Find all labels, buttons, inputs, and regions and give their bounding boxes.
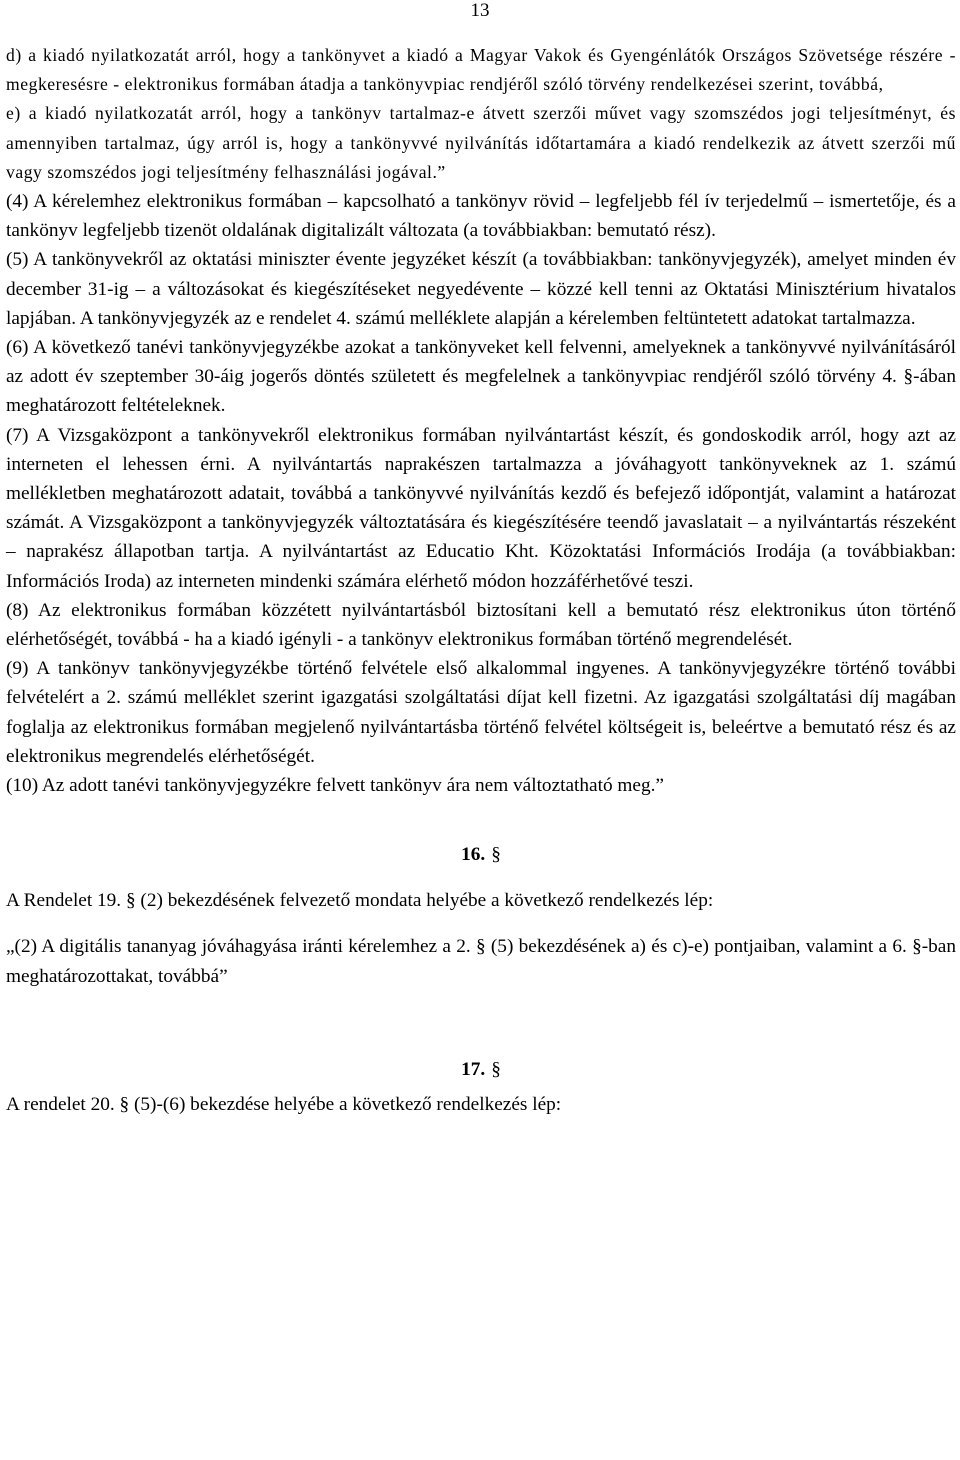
section-17-intro: A rendelet 20. § (5)-(6) bekezdése helyébe a következő rendelkezés lép:: [6, 1093, 562, 1115]
section-16-quote: „(2) A digitális tananyag jóváhagyása iránti kérelemhez a 2. § (5) bekezdésének a) és c)-e) pontjaiban, valamint a 6. §-ban meghatározottakat, továbbá”: [6, 936, 956, 987]
paragraph-6: (6) A következő tanévi tankönyvjegyzékbe azokat a tankönyveket kell felvenni, amelyeknek a tankönyvvé nyilvánításáról az adott év szeptember 30-áig jogerős döntés született és megfelelnek a tankönyvpiac rendjéről szóló törvény 4. §-ában meghatározott feltételeknek.: [6, 337, 956, 417]
spacer: [6, 915, 956, 932]
document-body: [6, 41, 956, 1119]
paragraph-10: (10) Az adott tanévi tankönyvjegyzékre felvett tankönyv ára nem változtatható meg.”: [6, 775, 664, 797]
spacer: [6, 991, 956, 1031]
section-17-heading: [6, 1055, 956, 1084]
section-16-sign: §: [491, 844, 501, 866]
section-16-intro: A Rendelet 19. § (2) bekezdésének felvezető mondata helyébe a következő rendelkezés lép:: [6, 890, 714, 912]
paragraph-9: (9) A tankönyv tankönyvjegyzékbe történő felvétele első alkalommal ingyenes. A tankönyvjegyzékre történő további felvételért a 2. számú melléklet szerint igazgatási szolgáltatási díjat kell fizetni. Az igazgatási szolgáltatási díj magában foglalja az elektronikus formában megjelenő nyilvántartásba történő felvétel költségeit is, beleértve a bemutató rész és az elektronikus megrendelés elérhetőségét.: [6, 658, 956, 767]
spacer: [6, 1031, 956, 1055]
paragraph-7: (7) A Vizsgaközpont a tankönyvekről elektronikus formában nyilvántartást készít, és gondoskodik arról, hogy azt az interneten el lehessen érni. A nyilvántartás naprakészen tartalmazza a jóváhagyott tankönyveknek az 1. számú mellékletben meghatározott adatait, továbbá a tankönyvvé nyilvánítás kezdő és befejező időpontját, valamint a határozat számát. A Vizsgaközpont a tankönyvjegyzék változtatására és kiegészítésére teendő javaslatait – a nyilvántartás részeként – naprakész állapotban tartja. A nyilvántartást az Educatio Kht. Közoktatási Információs Irodája (a továbbiakban: Információs Iroda) az interneten mindenki számára elérhető módon hozzáférhetővé teszi.: [6, 424, 956, 592]
section-17-sign: §: [491, 1058, 501, 1080]
spacer: [6, 800, 956, 840]
spacer: [6, 869, 956, 886]
paragraph-8: (8) Az elektronikus formában közzétett nyilvántartásból biztosítani kell a bemutató rész elektronikus úton történő elérhetőségét, továbbá - ha a kiadó igényli - a tankönyv elektronikus formában történő megrendelését.: [6, 599, 956, 651]
paragraph-4: (4) A kérelemhez elektronikus formában – kapcsolható a tankönyv rövid – legfeljebb fél ív terjedelmű – ismertetője, és a tankönyv legfeljebb tizenöt oldalának digitalizált változata (a továbbiakban: bemutató rész).: [6, 191, 956, 242]
paragraph-item-e: e) a kiadó nyilatkozatát arról, hogy a tankönyv tartalmaz-e átvett szerzői művet vagy szomszédos jogi teljesítményt, és amennyiben tartalmaz, úgy arról is, hogy a tankönyvvé nyilvánítás időtartamára a kiadó rendelkezik az átvett szerzői mű vagy szomszédos jogi teljesítmény felhasználási jogával.”: [6, 103, 956, 182]
section-16-heading: [6, 840, 956, 869]
paragraph-5: (5) A tankönyvekről az oktatási miniszter évente jegyzéket készít (a továbbiakban: tankönyvjegyzék), amelyet minden év december 31-ig – a változásokat és kiegészítéseket negyedévente – közzé kell tenni az Oktatási Minisztérium hivatalos lapjában. A tankönyvjegyzék az e rendelet 4. számú melléklete alapján a kérelemben feltüntetett adatokat tartalmazza.: [6, 249, 956, 329]
page-number: 13: [470, 0, 490, 21]
section-17-number: 17.: [461, 1058, 486, 1080]
section-16-number: 16.: [461, 844, 486, 866]
paragraph-item-d: d) a kiadó nyilatkozatát arról, hogy a tankönyvet a kiadó a Magyar Vakok és Gyengénlátók Országos Szövetsége részére - megkeresésre - elektronikus formában átadja a tankönyvpiac rendjéről szóló törvény rendelkezései szerint, továbbá,: [6, 45, 956, 95]
